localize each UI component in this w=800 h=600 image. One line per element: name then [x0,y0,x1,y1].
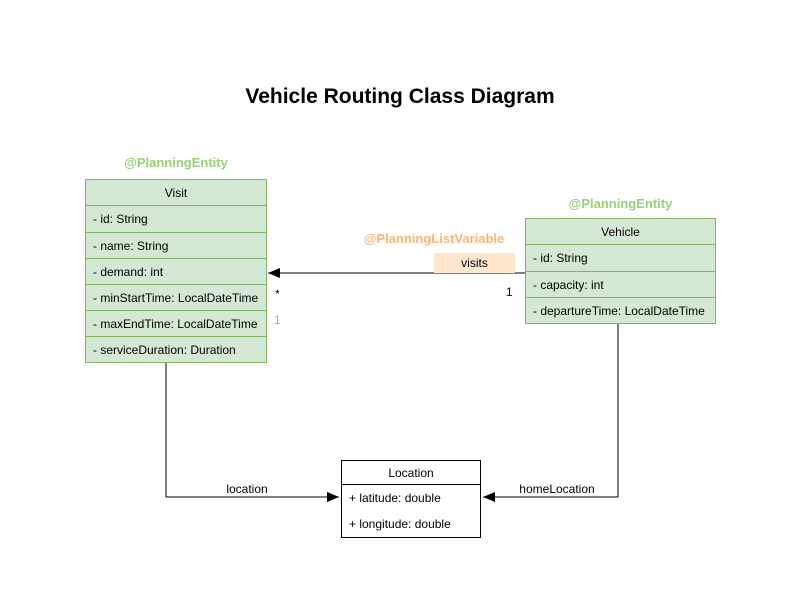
planning-list-variable-annotation: @PlanningListVariable [363,231,505,246]
location-class-name: Location [342,461,480,485]
location-attribute: + longitude: double [349,517,451,531]
visits-edge-label: visits [434,253,515,273]
visits-extra-multiplicity: 1 [274,313,281,327]
visits-source-multiplicity: 1 [506,285,513,299]
visit-attribute: - serviceDuration: Duration [86,336,266,362]
diagram-title: Vehicle Routing Class Diagram [245,85,555,108]
vehicle-attribute: - capacity: int [526,271,715,297]
vehicle-class-name: Vehicle [526,219,715,245]
visit-attribute: - id: String [93,212,148,226]
home-location-edge [483,323,618,497]
vehicle-class-box [525,218,716,324]
location-attribute: + latitude: double [349,491,441,505]
visits-target-multiplicity: * [275,287,280,301]
vehicle-attribute: - id: String [533,251,588,265]
visit-attribute: - name: String [86,232,266,258]
visit-attribute: - minStartTime: LocalDateTime [86,284,266,310]
home-location-edge-label: homeLocation [519,482,595,496]
visit-attribute: - demand: int [86,258,266,284]
visit-class-box [85,179,267,363]
visit-planning-entity-annotation: @PlanningEntity [124,155,228,170]
location-edge-label: location [226,482,268,496]
vehicle-attribute: - departureTime: LocalDateTime [526,297,715,323]
visit-attribute: - maxEndTime: LocalDateTime [86,310,266,336]
location-edge [166,362,339,497]
visit-class-name: Visit [86,180,266,206]
location-class-box [341,460,481,538]
vehicle-planning-entity-annotation: @PlanningEntity [568,196,673,211]
